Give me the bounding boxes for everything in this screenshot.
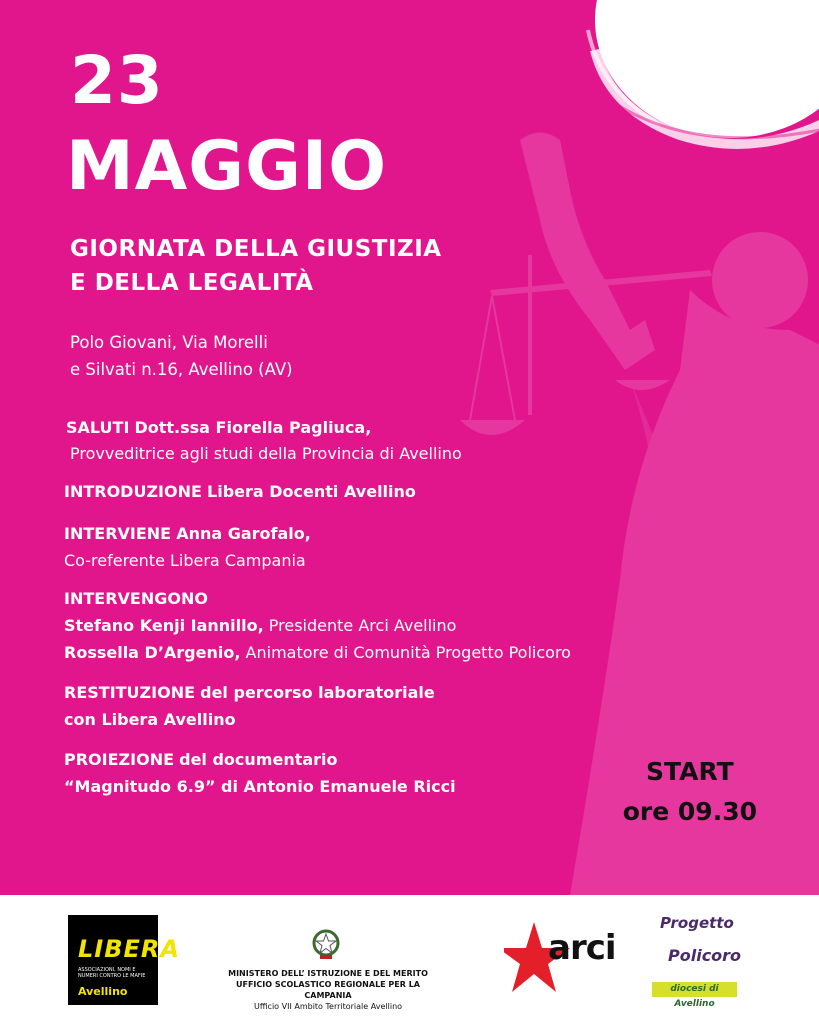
restituzione-text1: del percorso laboratoriale xyxy=(200,683,435,702)
intervengono-label: INTERVENGONO xyxy=(64,589,208,608)
proiezione-text2-value: “Magnitudo 6.9” di Antonio Emanuele Ricci xyxy=(64,777,456,796)
policoro-logo-line1: Progetto xyxy=(660,914,734,932)
speaker-1-name: Stefano Kenji Iannillo, xyxy=(64,616,264,635)
interviene-label: INTERVIENE xyxy=(64,524,172,543)
start-label: START xyxy=(646,757,734,786)
location-line2: e Silvati n.16, Avellino (AV) xyxy=(70,360,293,379)
introduzione-text: Libera Docenti Avellino xyxy=(207,482,416,501)
restituzione-text2 xyxy=(64,708,236,732)
event-title-line1: GIORNATA DELLA GIUSTIZIA xyxy=(70,236,442,262)
event-day: 23 xyxy=(70,42,164,119)
program-interviene xyxy=(64,522,311,546)
program-intervengono xyxy=(64,587,208,611)
proiezione-text2 xyxy=(64,775,456,799)
policoro-logo-line2: Policoro xyxy=(668,946,742,965)
saluti-name: Dott.ssa Fiorella Pagliuca, xyxy=(134,418,372,437)
libera-logo-tagline: ASSOCIAZIONI, NOMI E NUMERI CONTRO LE MAFIE xyxy=(78,967,146,979)
saluti-role: Provveditrice agli studi della Provincia di Avellino xyxy=(70,444,462,463)
program-restituzione xyxy=(64,681,435,705)
introduzione-label: INTRODUZIONE xyxy=(64,482,202,501)
event-location xyxy=(70,329,293,383)
ministero-line1: MINISTERO DELL’ ISTRUZIONE E DEL MERITO xyxy=(228,969,428,978)
event-title xyxy=(70,232,442,300)
location-line1: Polo Giovani, Via Morelli xyxy=(70,333,268,352)
speaker-1 xyxy=(64,614,456,638)
start-time-block xyxy=(623,752,757,832)
ministero-line2: UFFICIO SCOLASTICO REGIONALE PER LA CAMPANIA xyxy=(236,980,420,1000)
italian-republic-emblem-icon xyxy=(311,928,341,960)
start-time: ore 09.30 xyxy=(622,797,757,826)
speaker-2-name: Rossella D’Argenio, xyxy=(64,643,241,662)
policoro-logo-line3: diocesi di Avellino xyxy=(652,982,737,997)
arci-logo-text: arci xyxy=(548,928,616,968)
libera-logo-city: Avellino xyxy=(78,985,128,998)
speaker-2 xyxy=(64,641,571,665)
program-introduzione xyxy=(64,480,416,504)
program-saluti xyxy=(66,416,371,440)
proiezione-text1: del documentario xyxy=(179,750,338,769)
libera-logo xyxy=(68,915,180,1005)
interviene-role: Co-referente Libera Campania xyxy=(64,551,306,570)
program-proiezione xyxy=(64,748,338,772)
restituzione-text2-value: con Libera Avellino xyxy=(64,710,236,729)
interviene-name: Anna Garofalo, xyxy=(176,524,311,543)
speaker-2-role: Animatore di Comunità Progetto Policoro xyxy=(245,643,571,662)
ministero-line3: Ufficio VII Ambito Territoriale Avellino xyxy=(253,1002,403,1011)
ministero-logo xyxy=(218,968,438,1012)
event-month: MAGGIO xyxy=(66,127,388,206)
saluti-label: SALUTI xyxy=(66,418,130,437)
proiezione-label: PROIEZIONE xyxy=(64,750,175,769)
libera-logo-name: LIBERA xyxy=(78,935,180,963)
speaker-1-role: Presidente Arci Avellino xyxy=(268,616,457,635)
event-title-line2: E DELLA LEGALITÀ xyxy=(70,270,314,296)
restituzione-label: RESTITUZIONE xyxy=(64,683,196,702)
